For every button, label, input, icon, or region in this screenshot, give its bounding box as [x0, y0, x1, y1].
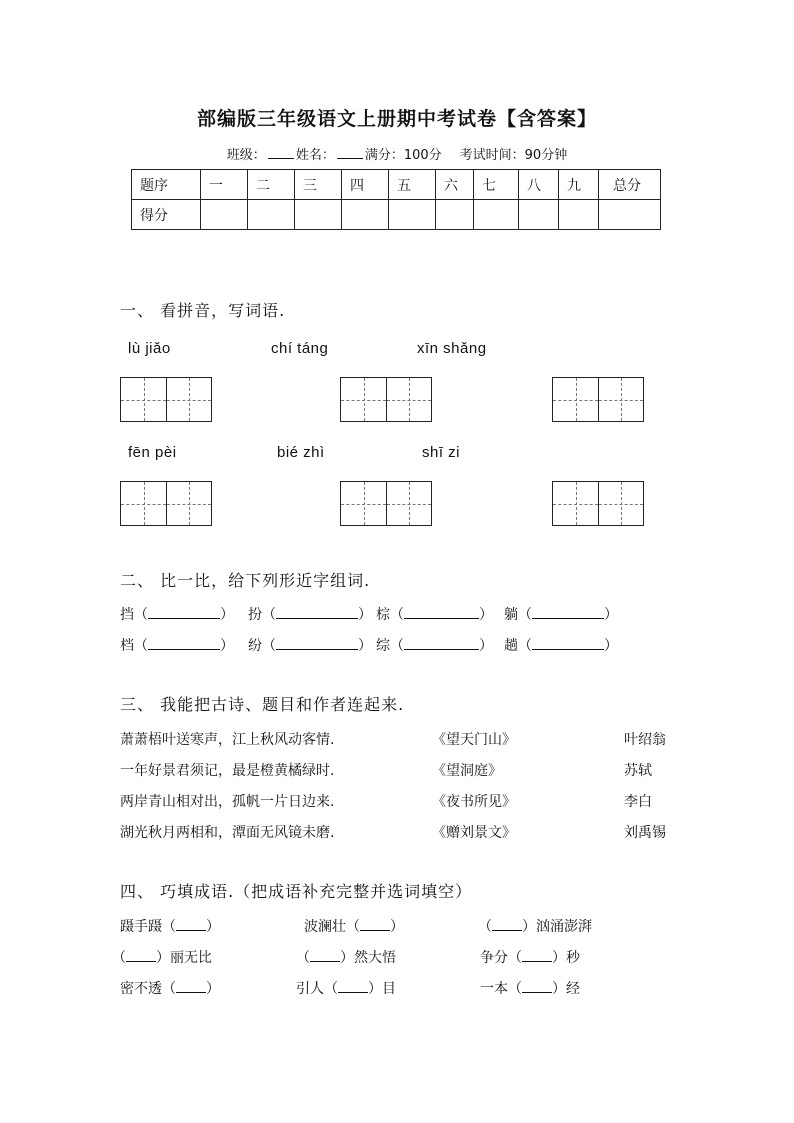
- idiom-item: 引人（ ）目: [296, 981, 396, 997]
- idiom-item: 密不透（ ）: [120, 981, 220, 997]
- score-cell[interactable]: [519, 200, 559, 230]
- answer-blank[interactable]: [276, 636, 358, 650]
- writing-grid[interactable]: [340, 481, 432, 526]
- word-item: 综（ ）: [376, 638, 493, 654]
- score-table: [131, 169, 661, 230]
- answer-blank[interactable]: [404, 636, 479, 650]
- word-item: 趟（ ）: [504, 638, 618, 654]
- q4-heading: 四、 巧填成语.（把成语补充完整并选词填空）: [120, 882, 473, 901]
- score-cell[interactable]: [342, 200, 389, 230]
- poem-author[interactable]: 刘禹锡: [624, 825, 666, 841]
- exam-time: 考试时间：90分钟: [459, 148, 568, 163]
- idiom-item: （ ）然大悟: [296, 950, 396, 966]
- idiom-item: （ ）丽无比: [112, 950, 212, 966]
- writing-grid[interactable]: [340, 377, 432, 422]
- poem-author[interactable]: 李白: [624, 794, 652, 810]
- table-header-cell: 总分: [599, 170, 661, 200]
- answer-blank[interactable]: [492, 917, 522, 931]
- idiom-item: 蹑手蹑（ ）: [120, 919, 220, 935]
- score-cell[interactable]: [389, 200, 436, 230]
- table-header-cell: 六: [436, 170, 474, 200]
- table-header-cell: 七: [474, 170, 519, 200]
- answer-blank[interactable]: [338, 979, 368, 993]
- poem-title[interactable]: 《赠刘景文》: [432, 825, 516, 841]
- poem-author[interactable]: 叶绍翁: [624, 732, 666, 748]
- writing-grid[interactable]: [552, 481, 644, 526]
- exam-info: [0, 144, 794, 163]
- table-header-cell: 八: [519, 170, 559, 200]
- answer-blank[interactable]: [532, 605, 604, 619]
- pinyin-label: bié zhì: [277, 444, 325, 461]
- table-header-cell: 二: [248, 170, 295, 200]
- answer-blank[interactable]: [360, 917, 390, 931]
- score-cell[interactable]: [201, 200, 248, 230]
- answer-blank[interactable]: [148, 605, 220, 619]
- pinyin-label: xīn shǎng: [417, 340, 487, 357]
- poem-line[interactable]: 一年好景君须记，最是橙黄橘绿时.: [120, 763, 335, 779]
- answer-blank[interactable]: [310, 948, 340, 962]
- answer-blank[interactable]: [126, 948, 156, 962]
- poem-line[interactable]: 萧萧梧叶送寒声，江上秋风动客情.: [120, 732, 335, 748]
- q2-heading: 二、 比一比，给下列形近字组词.: [120, 571, 371, 590]
- q1-heading: 一、 看拼音，写词语.: [120, 301, 286, 320]
- name-blank[interactable]: [337, 146, 363, 159]
- q3-heading: 三、 我能把古诗、题目和作者连起来.: [120, 695, 405, 714]
- answer-blank[interactable]: [148, 636, 220, 650]
- idiom-item: 争分（ ）秒: [480, 950, 580, 966]
- table-header-cell: 三: [295, 170, 342, 200]
- table-header-cell: 四: [342, 170, 389, 200]
- table-header-cell: 五: [389, 170, 436, 200]
- idiom-item: （ ）汹涌澎湃: [478, 919, 592, 935]
- pinyin-label: shī zi: [422, 444, 461, 461]
- answer-blank[interactable]: [532, 636, 604, 650]
- answer-blank[interactable]: [176, 979, 206, 993]
- poem-line[interactable]: 湖光秋月两相和，潭面无风镜未磨.: [120, 825, 335, 841]
- full-score: 满分：100分: [364, 148, 442, 163]
- score-cell[interactable]: [559, 200, 599, 230]
- answer-blank[interactable]: [522, 948, 552, 962]
- idiom-item: 波澜壮（ ）: [304, 919, 404, 935]
- score-cell[interactable]: [248, 200, 295, 230]
- idiom-item: 一本（ ）经: [480, 981, 580, 997]
- poem-title[interactable]: 《望洞庭》: [432, 763, 502, 779]
- score-table-header-row: [132, 170, 661, 200]
- score-row-label: 得分: [132, 200, 201, 230]
- table-header-cell: 九: [559, 170, 599, 200]
- word-item: 档（ ）: [120, 638, 234, 654]
- score-cell[interactable]: [599, 200, 661, 230]
- word-item: 挡（ ）: [120, 607, 234, 623]
- poem-line[interactable]: 两岸青山相对出，孤帆一片日边来.: [120, 794, 335, 810]
- pinyin-label: fēn pèi: [128, 444, 177, 461]
- table-header-cell: 题序: [132, 170, 201, 200]
- answer-blank[interactable]: [404, 605, 479, 619]
- word-item: 棕（ ）: [376, 607, 493, 623]
- class-label: 班级：: [226, 148, 266, 163]
- poem-title[interactable]: 《夜书所见》: [432, 794, 516, 810]
- word-item: 扮（ ）: [248, 607, 372, 623]
- answer-blank[interactable]: [522, 979, 552, 993]
- table-header-cell: 一: [201, 170, 248, 200]
- word-item: 纷（ ）: [248, 638, 372, 654]
- score-cell[interactable]: [295, 200, 342, 230]
- score-table-score-row: [132, 200, 661, 230]
- answer-blank[interactable]: [176, 917, 206, 931]
- pinyin-label: lù jiǎo: [128, 340, 171, 357]
- score-cell[interactable]: [474, 200, 519, 230]
- writing-grid[interactable]: [120, 481, 212, 526]
- class-blank[interactable]: [268, 146, 294, 159]
- page-title: 部编版三年级语文上册期中考试卷【含答案】: [196, 108, 597, 130]
- poem-title[interactable]: 《望天门山》: [432, 732, 516, 748]
- writing-grid[interactable]: [120, 377, 212, 422]
- poem-author[interactable]: 苏轼: [624, 763, 652, 779]
- score-cell[interactable]: [436, 200, 474, 230]
- name-label: 姓名：: [295, 148, 335, 163]
- answer-blank[interactable]: [276, 605, 358, 619]
- word-item: 躺（ ）: [504, 607, 618, 623]
- pinyin-label: chí táng: [271, 340, 329, 357]
- writing-grid[interactable]: [552, 377, 644, 422]
